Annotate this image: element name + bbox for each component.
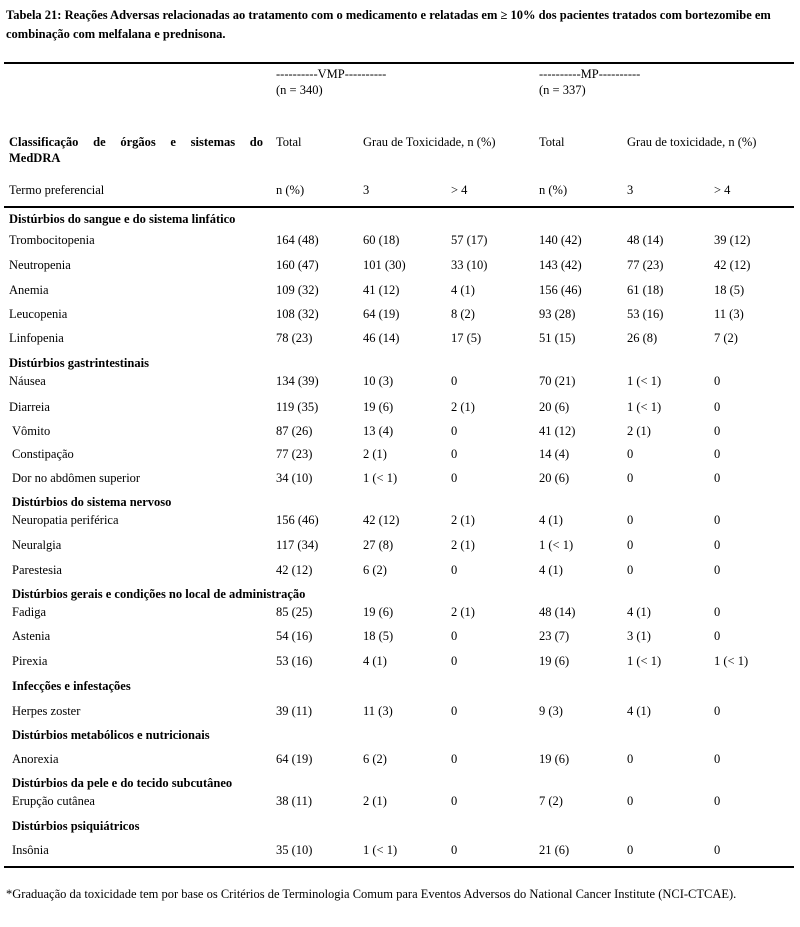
mp-total-cell: 4 (1) bbox=[539, 563, 563, 577]
vmp-total-cell: 53 (16) bbox=[276, 654, 313, 668]
mp-grade4-cell: 0 bbox=[714, 424, 721, 438]
vmp-total-cell: 35 (10) bbox=[276, 843, 313, 857]
term-cell: Erupção cutânea bbox=[12, 794, 95, 808]
mp-grade4-cell: 42 (12) bbox=[714, 258, 751, 272]
vmp-grade4-cell: 0 bbox=[451, 374, 458, 388]
table-row bbox=[0, 373, 800, 389]
mp-grade3-cell: 1 (< 1) bbox=[627, 400, 662, 414]
category-heading: Distúrbios gerais e condições no local de administração bbox=[12, 587, 306, 601]
mp-grade3-cell: 3 (1) bbox=[627, 629, 651, 643]
term-cell: Leucopenia bbox=[9, 307, 68, 321]
mp-total-cell: 7 (2) bbox=[539, 794, 563, 808]
vmp-grade3-cell: 42 (12) bbox=[363, 513, 400, 527]
term-cell: Anorexia bbox=[12, 752, 59, 766]
mp-total-cell: 140 (42) bbox=[539, 233, 582, 247]
mp-grade4-cell: 0 bbox=[714, 563, 721, 577]
mp-grade-header: Grau de toxicidade, n (%) bbox=[627, 135, 757, 149]
term-cell: Constipação bbox=[12, 447, 74, 461]
vmp-total-cell: 117 (34) bbox=[276, 538, 319, 552]
vmp-grade3-cell: 13 (4) bbox=[363, 424, 394, 438]
vmp-grade3-cell: 60 (18) bbox=[363, 233, 400, 247]
mp-grade3-cell: 1 (< 1) bbox=[627, 374, 662, 388]
vmp-total-cell: 164 (48) bbox=[276, 233, 319, 247]
term-cell: Linfopenia bbox=[9, 331, 64, 345]
vmp-grade4-cell: 0 bbox=[451, 471, 458, 485]
mp-group-n: (n = 337) bbox=[539, 83, 586, 97]
table-row bbox=[0, 306, 800, 322]
vmp-grade3-cell: 19 (6) bbox=[363, 605, 394, 619]
table-row bbox=[0, 399, 800, 415]
mp-total-cell: 41 (12) bbox=[539, 424, 576, 438]
term-cell: Fadiga bbox=[12, 605, 47, 619]
vmp-grade4-cell: 0 bbox=[451, 843, 458, 857]
term-cell: Anemia bbox=[9, 283, 49, 297]
mp-grade4-cell: 0 bbox=[714, 374, 721, 388]
mp-grade3-cell: 26 (8) bbox=[627, 331, 658, 345]
mp-total-cell: 156 (46) bbox=[539, 283, 582, 297]
table-row bbox=[0, 703, 800, 719]
table-row bbox=[0, 330, 800, 346]
vmp-grade4-cell: 0 bbox=[451, 752, 458, 766]
vmp-grade4-cell: 0 bbox=[451, 424, 458, 438]
category-heading: Distúrbios gastrintestinais bbox=[9, 356, 149, 370]
mp-grade4-cell: 0 bbox=[714, 843, 721, 857]
mp-grade4-cell: 0 bbox=[714, 752, 721, 766]
mp-total-cell: 4 (1) bbox=[539, 513, 563, 527]
mp-npct-header: n (%) bbox=[539, 183, 568, 197]
term-cell: Dor no abdômen superior bbox=[12, 471, 141, 485]
mp-grade4-cell: 39 (12) bbox=[714, 233, 751, 247]
mp-grade4-cell: 0 bbox=[714, 513, 721, 527]
term-cell: Neuropatia periférica bbox=[12, 513, 119, 527]
mp-grade3-cell: 4 (1) bbox=[627, 704, 651, 718]
category-heading: Distúrbios da pele e do tecido subcutâneo bbox=[12, 776, 233, 790]
vmp-grade4-cell: 2 (1) bbox=[451, 513, 475, 527]
table-row bbox=[0, 653, 800, 669]
mp-grade4-cell: 0 bbox=[714, 538, 721, 552]
mp-grade3-cell: 0 bbox=[627, 843, 634, 857]
mp-total-cell: 143 (42) bbox=[539, 258, 582, 272]
mp-total-header: Total bbox=[539, 135, 565, 149]
vmp-grade4-cell: 0 bbox=[451, 447, 458, 461]
vmp-total-cell: 108 (32) bbox=[276, 307, 319, 321]
vmp-grade3-cell: 2 (1) bbox=[363, 794, 387, 808]
vmp-grade3-header: 3 bbox=[363, 183, 370, 197]
table-row bbox=[0, 842, 800, 858]
vmp-total-cell: 38 (11) bbox=[276, 794, 312, 808]
vmp-grade4-cell: 2 (1) bbox=[451, 400, 475, 414]
vmp-total-cell: 54 (16) bbox=[276, 629, 313, 643]
vmp-grade3-cell: 64 (19) bbox=[363, 307, 400, 321]
mp-grade4-cell: 11 (3) bbox=[714, 307, 744, 321]
mp-total-cell: 19 (6) bbox=[539, 752, 570, 766]
term-cell: Parestesia bbox=[12, 563, 62, 577]
mp-grade3-header: 3 bbox=[627, 183, 634, 197]
mp-grade4-cell: 0 bbox=[714, 629, 721, 643]
vmp-grade3-cell: 19 (6) bbox=[363, 400, 394, 414]
mp-grade3-cell: 61 (18) bbox=[627, 283, 664, 297]
preferred-term-header: Termo preferencial bbox=[9, 183, 105, 197]
vmp-grade3-cell: 2 (1) bbox=[363, 447, 387, 461]
mp-grade3-cell: 0 bbox=[627, 538, 634, 552]
mp-total-cell: 20 (6) bbox=[539, 471, 570, 485]
mp-grade4-cell: 0 bbox=[714, 794, 721, 808]
vmp-total-cell: 87 (26) bbox=[276, 424, 313, 438]
mp-grade3-cell: 2 (1) bbox=[627, 424, 651, 438]
vmp-grade3-cell: 10 (3) bbox=[363, 374, 394, 388]
mp-grade4-cell: 18 (5) bbox=[714, 283, 745, 297]
vmp-total-cell: 156 (46) bbox=[276, 513, 319, 527]
mp-total-cell: 21 (6) bbox=[539, 843, 570, 857]
table-row bbox=[0, 423, 800, 439]
mp-total-cell: 93 (28) bbox=[539, 307, 576, 321]
mp-grade4-cell: 0 bbox=[714, 605, 721, 619]
vmp-total-cell: 39 (11) bbox=[276, 704, 312, 718]
table-row bbox=[0, 562, 800, 578]
vmp-grade3-cell: 6 (2) bbox=[363, 752, 387, 766]
term-cell: Náusea bbox=[9, 374, 46, 388]
mp-grade4-cell: 0 bbox=[714, 471, 721, 485]
mp-grade4-cell: 0 bbox=[714, 447, 721, 461]
vmp-grade4-cell: 17 (5) bbox=[451, 331, 482, 345]
table-title: Tabela 21: Reações Adversas relacionadas ao tratamento com o medicamento e relatadas em ≥ 10% dos pacientes tratados com bortezomibe em combinação com melfalana e prednisona. bbox=[6, 8, 771, 41]
mp-total-cell: 9 (3) bbox=[539, 704, 563, 718]
vmp-total-cell: 42 (12) bbox=[276, 563, 313, 577]
table-row bbox=[0, 282, 800, 298]
mp-total-cell: 48 (14) bbox=[539, 605, 576, 619]
mp-grade3-cell: 0 bbox=[627, 471, 634, 485]
table-row bbox=[0, 232, 800, 248]
vmp-total-cell: 119 (35) bbox=[276, 400, 319, 414]
mp-group-label: ----------MP---------- bbox=[539, 67, 641, 81]
mp-total-cell: 19 (6) bbox=[539, 654, 570, 668]
category-heading: Distúrbios metabólicos e nutricionais bbox=[12, 728, 210, 742]
vmp-total-cell: 134 (39) bbox=[276, 374, 319, 388]
vmp-group-label: ----------VMP---------- bbox=[276, 67, 387, 81]
row-label-header-line2: MedDRA bbox=[9, 151, 61, 165]
vmp-grade4-cell: 0 bbox=[451, 704, 458, 718]
mp-grade3-cell: 0 bbox=[627, 447, 634, 461]
vmp-total-cell: 109 (32) bbox=[276, 283, 319, 297]
vmp-group-n: (n = 340) bbox=[276, 83, 323, 97]
table-row bbox=[0, 470, 800, 486]
vmp-grade4-cell: 0 bbox=[451, 629, 458, 643]
table-row bbox=[0, 512, 800, 528]
term-cell: Diarreia bbox=[9, 400, 50, 414]
mp-grade3-cell: 4 (1) bbox=[627, 605, 651, 619]
term-cell: Insônia bbox=[12, 843, 49, 857]
table-row bbox=[0, 793, 800, 809]
vmp-total-cell: 34 (10) bbox=[276, 471, 313, 485]
mp-grade3-cell: 0 bbox=[627, 513, 634, 527]
vmp-grade3-cell: 18 (5) bbox=[363, 629, 394, 643]
vmp-grade4-cell: 8 (2) bbox=[451, 307, 475, 321]
term-cell: Trombocitopenia bbox=[9, 233, 95, 247]
category-heading: Distúrbios psiquiátricos bbox=[12, 819, 140, 833]
mp-grade3-cell: 53 (16) bbox=[627, 307, 664, 321]
table-row bbox=[0, 604, 800, 620]
vmp-grade3-cell: 46 (14) bbox=[363, 331, 400, 345]
term-cell: Vômito bbox=[12, 424, 51, 438]
row-label-header-line1: Classificação de órgãos e sistemas do bbox=[9, 135, 263, 149]
mp-grade4-header: > 4 bbox=[714, 183, 731, 197]
vmp-total-cell: 77 (23) bbox=[276, 447, 313, 461]
mp-grade4-cell: 7 (2) bbox=[714, 331, 738, 345]
vmp-grade3-cell: 11 (3) bbox=[363, 704, 393, 718]
vmp-total-cell: 160 (47) bbox=[276, 258, 319, 272]
table-row bbox=[0, 537, 800, 553]
mp-total-cell: 23 (7) bbox=[539, 629, 570, 643]
table-row bbox=[0, 628, 800, 644]
vmp-grade3-cell: 41 (12) bbox=[363, 283, 400, 297]
term-cell: Neutropenia bbox=[9, 258, 71, 272]
mp-grade3-cell: 48 (14) bbox=[627, 233, 664, 247]
vmp-total-cell: 85 (25) bbox=[276, 605, 313, 619]
table-bottom-rule bbox=[4, 866, 794, 868]
mp-grade3-cell: 0 bbox=[627, 794, 634, 808]
vmp-grade3-cell: 4 (1) bbox=[363, 654, 387, 668]
table-row bbox=[0, 751, 800, 767]
vmp-grade4-cell: 2 (1) bbox=[451, 538, 475, 552]
mp-grade3-cell: 0 bbox=[627, 752, 634, 766]
category-heading: Distúrbios do sistema nervoso bbox=[12, 495, 172, 509]
vmp-total-cell: 64 (19) bbox=[276, 752, 313, 766]
vmp-grade3-cell: 27 (8) bbox=[363, 538, 394, 552]
term-cell: Astenia bbox=[12, 629, 51, 643]
vmp-grade4-cell: 2 (1) bbox=[451, 605, 475, 619]
mp-total-cell: 70 (21) bbox=[539, 374, 576, 388]
mp-grade4-cell: 0 bbox=[714, 704, 721, 718]
table-row bbox=[0, 446, 800, 462]
table-row bbox=[0, 257, 800, 273]
vmp-grade3-cell: 1 (< 1) bbox=[363, 843, 398, 857]
mp-grade4-cell: 0 bbox=[714, 400, 721, 414]
mp-grade3-cell: 1 (< 1) bbox=[627, 654, 662, 668]
vmp-grade3-cell: 1 (< 1) bbox=[363, 471, 398, 485]
category-heading: Distúrbios do sangue e do sistema linfático bbox=[9, 212, 236, 226]
vmp-total-header: Total bbox=[276, 135, 302, 149]
mp-grade3-cell: 0 bbox=[627, 563, 634, 577]
term-cell: Pirexia bbox=[12, 654, 48, 668]
table-footnote: *Graduação da toxicidade tem por base os Critérios de Terminologia Comum para Eventos Adversos do National Cancer Institute (NCI-CTCAE). bbox=[6, 887, 737, 901]
vmp-grade4-cell: 33 (10) bbox=[451, 258, 488, 272]
table-top-rule bbox=[4, 62, 794, 64]
mp-grade3-cell: 77 (23) bbox=[627, 258, 664, 272]
mp-total-cell: 51 (15) bbox=[539, 331, 576, 345]
vmp-grade3-cell: 6 (2) bbox=[363, 563, 387, 577]
mp-total-cell: 1 (< 1) bbox=[539, 538, 574, 552]
vmp-grade4-cell: 4 (1) bbox=[451, 283, 475, 297]
category-heading: Infecções e infestações bbox=[12, 679, 131, 693]
vmp-grade-header: Grau de Toxicidade, n (%) bbox=[363, 135, 496, 149]
term-cell: Neuralgia bbox=[12, 538, 62, 552]
vmp-grade4-cell: 0 bbox=[451, 654, 458, 668]
vmp-grade4-cell: 0 bbox=[451, 794, 458, 808]
header-bottom-rule bbox=[4, 206, 794, 208]
vmp-grade4-cell: 0 bbox=[451, 563, 458, 577]
mp-total-cell: 14 (4) bbox=[539, 447, 570, 461]
mp-grade4-cell: 1 (< 1) bbox=[714, 654, 749, 668]
vmp-grade3-cell: 101 (30) bbox=[363, 258, 406, 272]
vmp-grade4-header: > 4 bbox=[451, 183, 468, 197]
vmp-npct-header: n (%) bbox=[276, 183, 305, 197]
mp-total-cell: 20 (6) bbox=[539, 400, 570, 414]
vmp-grade4-cell: 57 (17) bbox=[451, 233, 488, 247]
term-cell: Herpes zoster bbox=[12, 704, 81, 718]
vmp-total-cell: 78 (23) bbox=[276, 331, 313, 345]
